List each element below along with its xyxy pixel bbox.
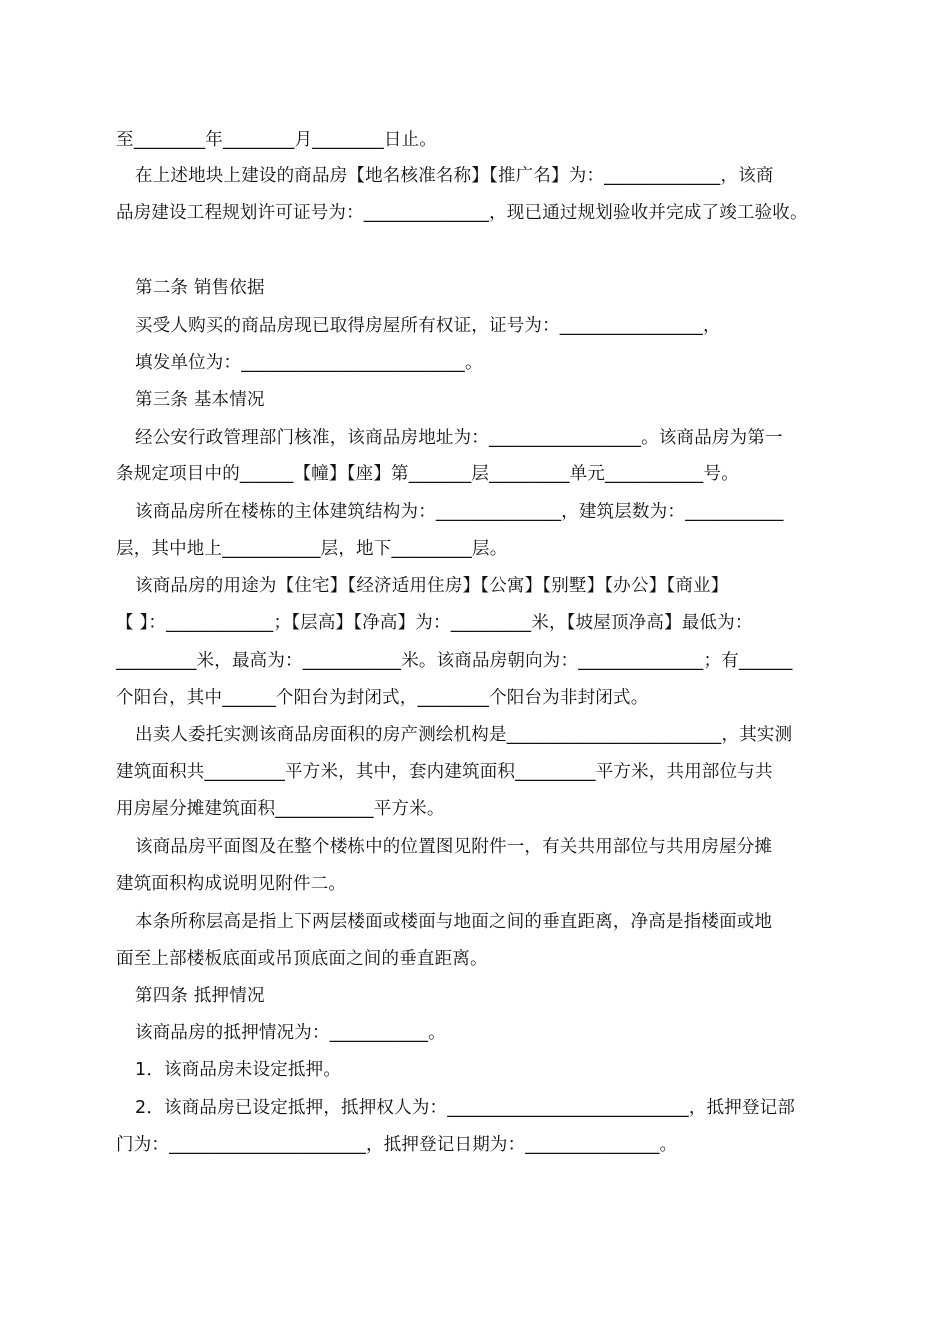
section-heading: 第三条 基本情况 [135,390,265,410]
text-line: 层，其中地上___________层，地下_________层。 [116,539,508,559]
text-line: 该商品房平面图及在整个楼栋中的位置图见附件一，有关共用部位与共用房屋分摊 [135,837,773,857]
text-line: 该商品房的用途为【住宅】【经济适用住房】【公寓】【别墅】【办公】【商业】 [135,576,729,596]
text-line: 建筑面积构成说明见附件二。 [116,874,347,894]
text-line: 【 】：____________；【层高】【净高】为：_________米，【坡屋顶净高】最低为： [116,613,753,633]
section-heading: 第二条 销售依据 [135,278,265,298]
text-line: 在上述地块上建设的商品房【地名核准名称】【推广名】为：_____________，该商 [135,166,774,186]
text-line: 门为：______________________，抵押登记日期为：_______________。 [116,1135,678,1155]
text-line: 出卖人委托实测该商品房面积的房产测绘机构是________________________，其实测 [135,725,793,745]
text-line: 经公安行政管理部门核准，该商品房地址为：_________________。该商品房为第一 [135,428,783,448]
text-line: 该商品房所在楼栋的主体建筑结构为：______________，建筑层数为：___________ [135,502,784,522]
text-line: 买受人购买的商品房现已取得房屋所有权证，证号为：________________， [135,316,721,336]
section-heading: 第四条 抵押情况 [135,986,265,1006]
text-line: 面至上部楼板底面或吊顶底面之间的垂直距离。 [116,949,488,969]
text-line: 本条所称层高是指上下两层楼面或楼面与地面之间的垂直距离，净高是指楼面或地 [135,912,773,932]
text-line: 该商品房的抵押情况为：___________。 [135,1023,446,1043]
text-line: 建筑面积共_________平方米，其中，套内建筑面积_________平方米，共用部位与共 [116,762,773,782]
list-item: 1．该商品房未设定抵押。 [135,1060,342,1080]
text-line: 填发单位为：_________________________。 [135,353,483,373]
text-line: 品房建设工程规划许可证号为：______________，现已通过规划验收并完成了竣工验收。 [116,203,808,223]
text-line: 至________年________月________日止。 [116,130,437,150]
text-line: 个阳台，其中______个阳台为封闭式，________个阳台为非封闭式。 [116,688,649,708]
text-line: 条规定项目中的______【幢】【座】第_______层_________单元___________号。 [116,464,739,484]
text-line: _________米，最高为：___________米。该商品房朝向为：______________；有______ [116,651,793,671]
text-line: 用房屋分摊建筑面积___________平方米。 [116,799,445,819]
list-item: 2．该商品房已设定抵押，抵押权人为：___________________________，抵押登记部 [135,1098,796,1118]
